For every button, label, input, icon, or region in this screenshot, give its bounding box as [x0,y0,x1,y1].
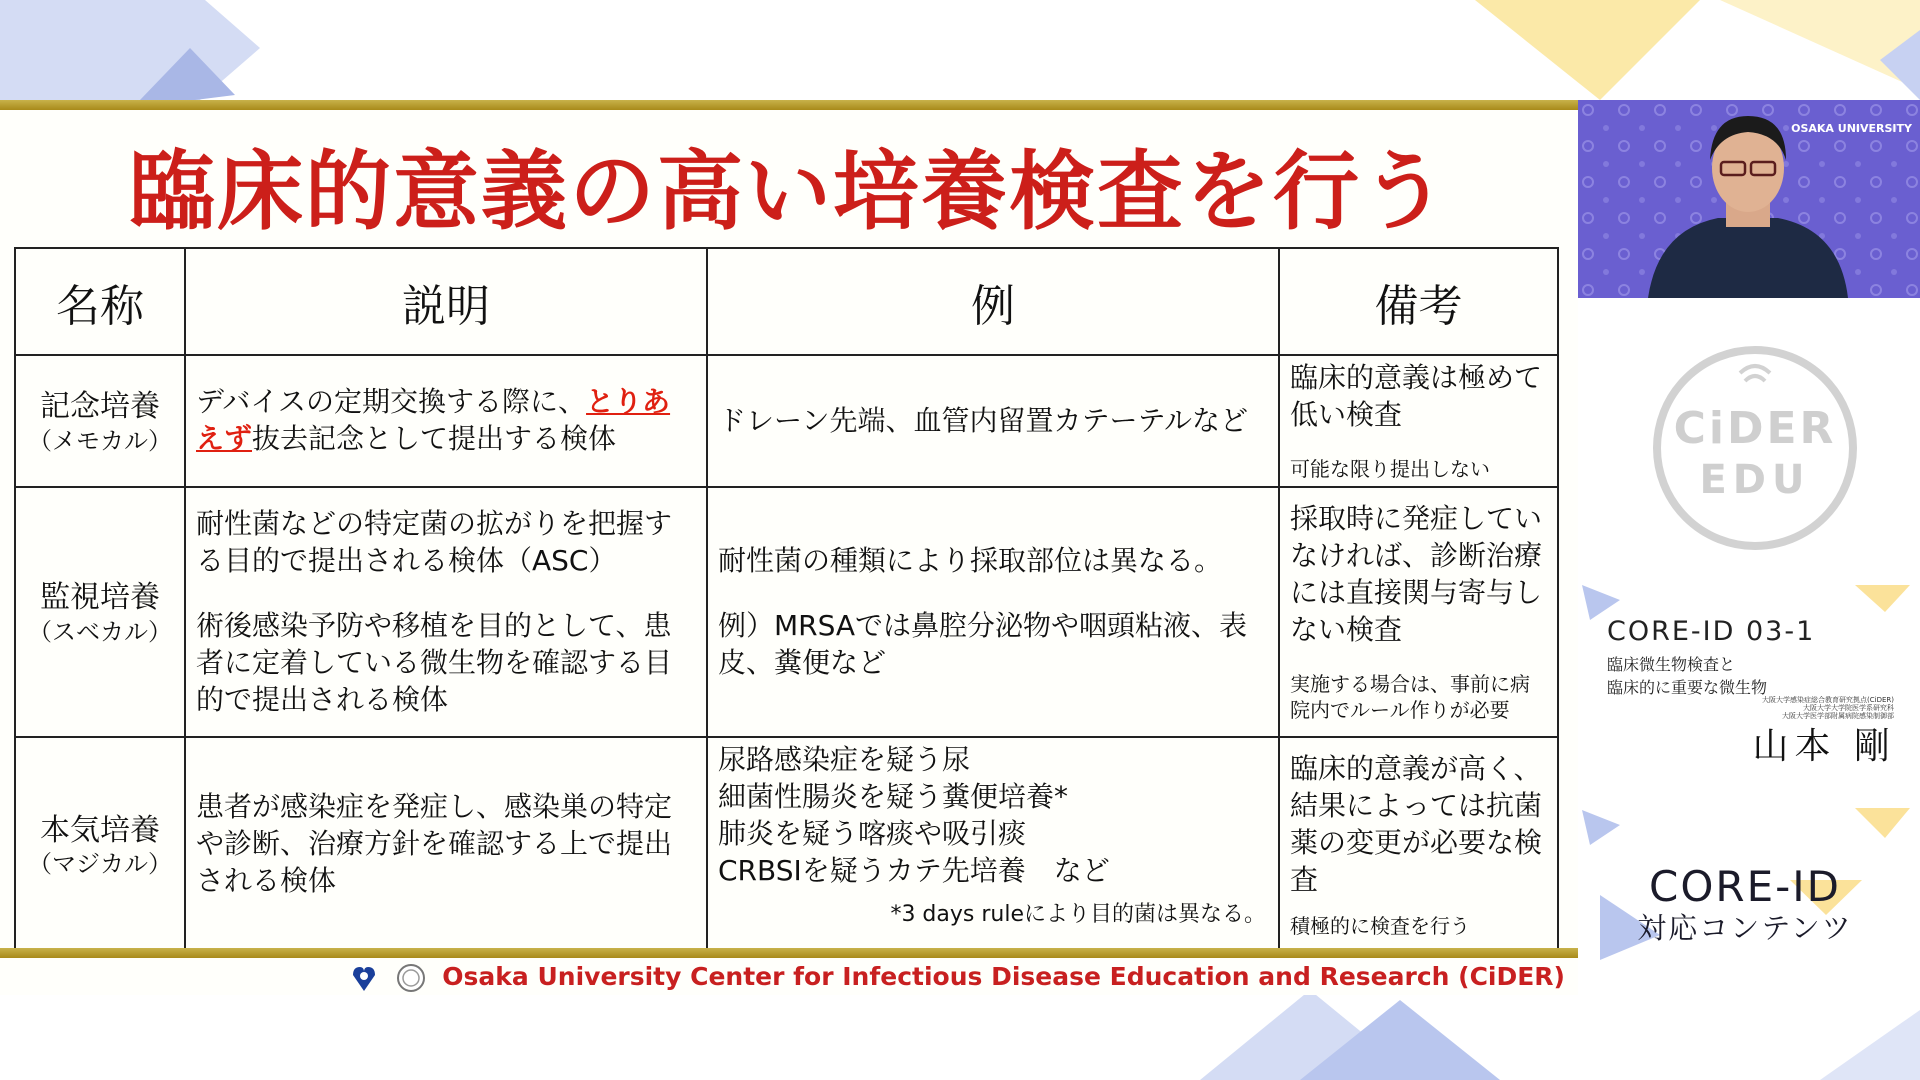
example-item: 肺炎を疑う喀痰や吸引痰 [718,817,1027,851]
culture-name: 監視培養 [40,580,160,616]
remark-text: 採取時に発症していなければ、診断治療には直接関与寄与しない検査 [1290,502,1543,646]
table-row [15,355,1558,487]
remark-cell [1279,737,1558,952]
remark-note: 可能な限り提出しない [1290,456,1490,481]
description-cell: 患者が感染症を発症し、感染巣の特定や診断、治療方針を確認する上で提出される検体 [185,737,707,952]
core-id-badge-subtitle: 対応コンテンツ [1637,911,1853,945]
example-cell [707,737,1279,952]
remark-cell [1279,487,1558,737]
remark-text: 臨床的意義は極めて低い検査 [1290,361,1543,431]
remark-text: 臨床的意義が高く、結果によっては抗菌薬の変更が必要な検査 [1290,751,1543,896]
example-cell: ドレーン先端、血管内留置カテーテルなど [707,355,1279,487]
remark-note: 実施する場合は、事前に病院内でルール作りが必要 [1290,671,1530,723]
header-example: 例 [707,248,1279,355]
example-item: 細菌性腸炎を疑う糞便培養* [718,780,1069,814]
header-description: 説明 [185,248,707,355]
row-name-cell [15,355,185,487]
remark-cell [1279,355,1558,487]
lecturer-name: 山本 剛 [1752,726,1896,767]
osaka-university-logo-icon [349,963,379,993]
example-item: 尿路感染症を疑う尿 [718,743,971,777]
culture-name: 記念培養 [40,388,160,424]
course-title-line2: 臨床的に重要な微生物 [1607,678,1768,697]
course-code: CORE-ID 03-1 [1607,616,1816,647]
description-cell [185,355,707,487]
row-name-cell [15,737,185,952]
description-text: デバイスの定期交換する際に、 [196,385,587,419]
emphasis-text: とりあえず [196,385,671,456]
culture-name: 本気培養 [40,812,160,848]
example-item: CRBSIを疑うカテ先培養 など [718,854,1110,888]
cider-edu-logo-icon [1650,343,1860,553]
row-name-cell [15,487,185,737]
slide-footer-bar [0,948,1578,958]
slide-top-bar [0,100,1578,110]
table-row [15,737,1558,952]
logo-text-edu: EDU [1699,457,1811,503]
description-cell [185,487,707,737]
header-remarks: 備考 [1279,248,1558,355]
presentation-slide [0,100,1578,995]
example-text: 耐性菌の種類により採取部位は異なる。 [718,543,1223,577]
culture-reading: （マジカル） [28,850,172,879]
remark-note: 積極的に検査を行う [1290,913,1470,938]
course-title-line1: 臨床微生物検査と [1607,655,1736,674]
cider-seal-icon [396,963,426,993]
affiliation-line: 大阪大学大学院医学系研究科 [1803,704,1894,713]
description-text: 術後感染予防や移植を目的として、患者に定着している微生物を確認する目的で提出される検体 [196,608,673,716]
slide-title: 臨床的意義の高い培養検査を行う [129,142,1449,242]
example-text: 例）MRSAでは鼻腔分泌物や咽頭粘液、表皮、糞便など [718,608,1248,679]
culture-reading: （メモカル） [28,426,172,455]
lecturer-affiliation [1762,696,1894,720]
example-cell [707,487,1279,737]
logo-text-cider: CiDER [1673,403,1837,454]
affiliation-line: 大阪大学感染症総合教育研究拠点(CiDER) [1762,696,1894,704]
culture-types-table [14,247,1559,953]
culture-reading: （スベカル） [28,617,172,646]
footer-text: Osaka University Center for Infectious Disease Education and Research (CiDER) [442,962,1565,991]
core-id-badge-title: CORE-ID [1649,862,1841,911]
webcam-brand: OSAKA UNIVERSITY [1791,122,1912,135]
table-header-row [15,248,1558,355]
description-text: 耐性菌などの特定菌の拡がりを把握する目的で提出される検体（ASC） [196,506,673,577]
description-text: 抜去記念として提出する検体 [252,422,617,456]
affiliation-line: 大阪大学医学部附属病院感染制御部 [1782,712,1894,721]
header-name: 名称 [15,248,185,355]
slide-footer [0,958,1565,995]
example-footnote: *3 days ruleにより目的菌は異なる。 [890,902,1266,928]
webcam-feed [1578,100,1920,298]
table-row [15,487,1558,737]
